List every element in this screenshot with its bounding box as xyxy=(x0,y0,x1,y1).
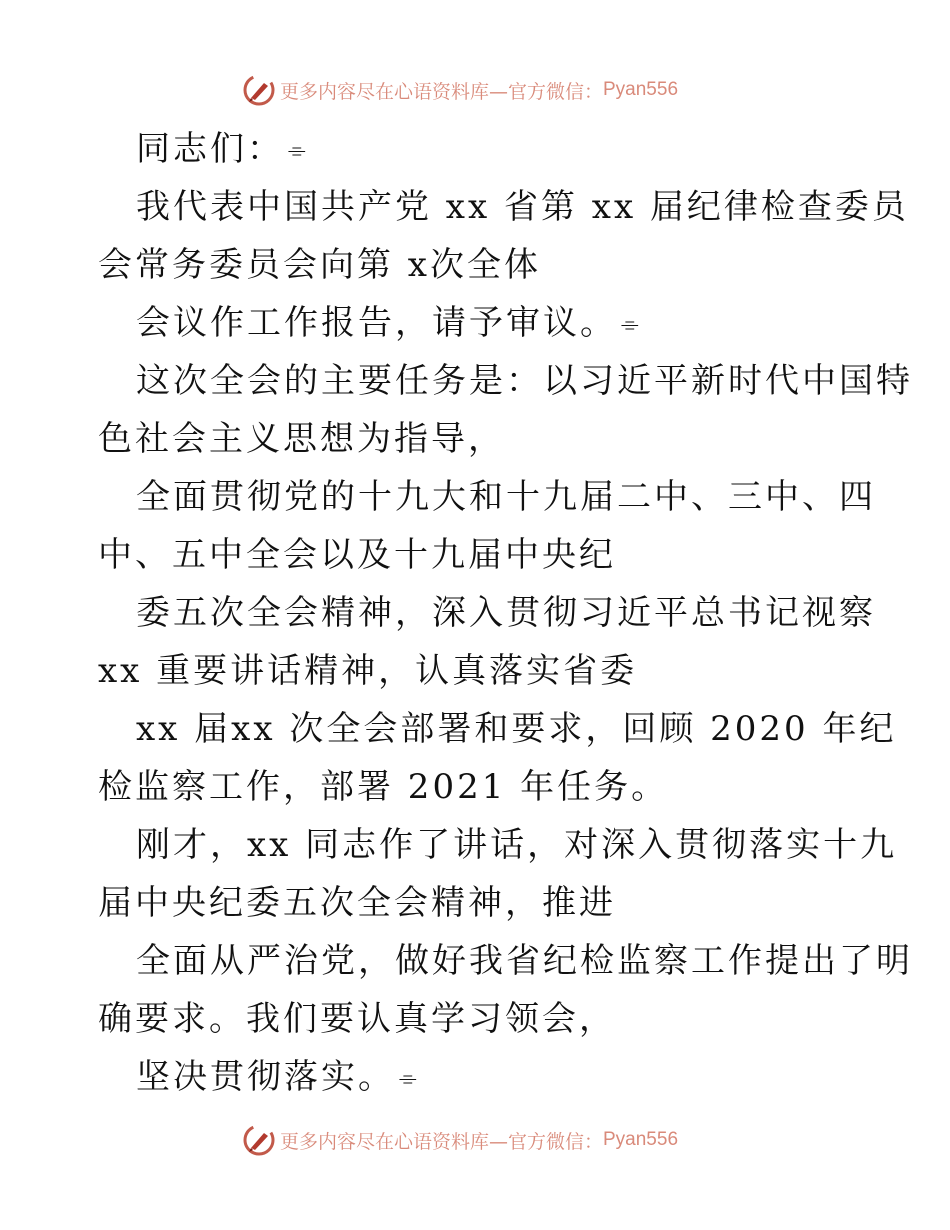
text-line-content: 色社会主义思想为指导， xyxy=(98,419,505,459)
pen-swirl-logo-icon xyxy=(242,73,276,107)
text-line-content: 确要求。我们要认真学习领会， xyxy=(98,999,616,1039)
text-line-content: 届中央纪委五次全会精神，推进 xyxy=(98,883,616,923)
footer-watermark xyxy=(0,1120,950,1160)
text-line xyxy=(98,642,898,700)
text-line-content: 会常务委员会向第 x次全体 xyxy=(98,245,541,285)
paragraph-mark-icon: ⌯ xyxy=(621,312,639,337)
text-line-content: 检监察工作，部署 2021 年任务。 xyxy=(98,767,669,807)
text-line xyxy=(98,410,898,468)
text-line xyxy=(98,178,909,236)
watermark-brand-text: 更多内容尽在心语资料库—官方微信： xyxy=(279,80,603,103)
text-line xyxy=(98,584,898,642)
text-line xyxy=(98,120,898,178)
text-line xyxy=(98,294,898,352)
text-line-content: 全面从严治党，做好我省纪检监察工作提出了明 xyxy=(136,941,913,981)
text-line xyxy=(98,1048,898,1106)
watermark-brand-id: Pyan556 xyxy=(603,79,679,100)
text-line-content: 刚才，xx 同志作了讲话，对深入贯彻落实十九 xyxy=(136,825,898,865)
text-line xyxy=(98,468,898,526)
text-line-content: 中、五中全会以及十九届中央纪 xyxy=(98,535,616,575)
text-line-content: 委五次全会精神，深入贯彻习近平总书记视察 xyxy=(136,593,876,633)
text-line-content: 坚决贯彻落实。 xyxy=(136,1057,395,1097)
text-line xyxy=(98,990,898,1048)
pen-swirl-logo-icon xyxy=(242,1123,276,1157)
text-line xyxy=(98,816,898,874)
paragraph-mark-icon: ⌯ xyxy=(288,138,306,163)
text-line-content: xx 届xx 次全会部署和要求，回顾 2020 年纪 xyxy=(136,709,897,749)
text-line xyxy=(98,700,898,758)
text-line xyxy=(98,236,898,294)
paragraph-mark-icon: ⌯ xyxy=(399,1066,417,1091)
text-line xyxy=(98,352,913,410)
text-line-content: xx 重要讲话精神，认真落实省委 xyxy=(98,651,638,691)
text-line xyxy=(98,874,898,932)
text-line xyxy=(98,526,898,584)
header-watermark xyxy=(0,70,950,110)
text-line-content: 同志们： xyxy=(136,129,284,169)
text-line xyxy=(98,932,913,990)
watermark-brand-id: Pyan556 xyxy=(603,1129,679,1150)
document-body xyxy=(98,120,913,1106)
text-line-content: 全面贯彻党的十九大和十九届二中、三中、四 xyxy=(136,477,876,517)
text-line-content: 会议作工作报告，请予审议。 xyxy=(136,303,617,343)
text-line-content: 这次全会的主要任务是：以习近平新时代中国特 xyxy=(136,361,913,401)
watermark-brand-text: 更多内容尽在心语资料库—官方微信： xyxy=(279,1130,603,1153)
text-line xyxy=(98,758,898,816)
text-line-content: 我代表中国共产党 xx 省第 xx 届纪律检查委员 xyxy=(136,187,909,227)
